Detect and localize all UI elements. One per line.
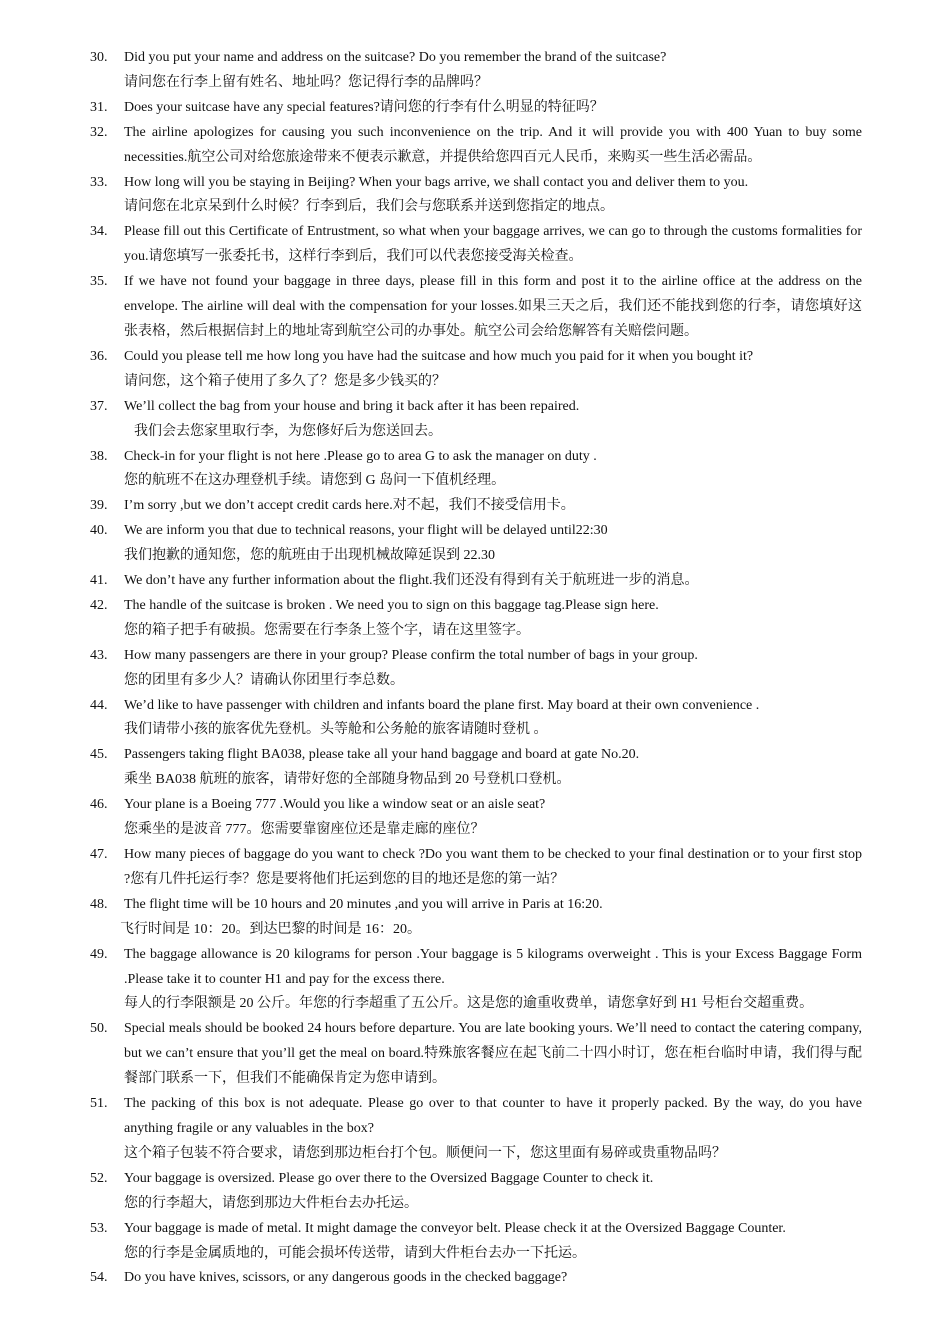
item-number: 33.: [90, 174, 108, 190]
item-number: 44.: [90, 697, 108, 713]
list-item: [90, 46, 862, 96]
item-text: Passengers taking flight BA038, please take all your hand baggage and board at gate No.20.: [124, 747, 640, 763]
item-translation: 我们请带小孩的旅客优先登机。头等舱和公务舱的旅客请随时登机 。: [124, 722, 548, 738]
item-text: The baggage allowance is 20 kilograms for person .Your baggage is 5 kilograms overweight . This is your Excess Baggage Form .Please take it to counter H1 and pay for the excess there.: [124, 946, 862, 987]
list-item: [90, 171, 862, 221]
item-translation: 您乘坐的是波音 777。您需要靠窗座位还是靠走廊的座位？: [124, 822, 485, 838]
item-number: 35.: [90, 274, 108, 290]
item-text: Your baggage is oversized. Please go over there to the Oversized Baggage Counter to check it.: [124, 1170, 654, 1186]
list-item: [90, 270, 862, 345]
item-number: 42.: [90, 597, 108, 613]
item-number: 53.: [90, 1220, 108, 1236]
item-text: The flight time will be 10 hours and 20 minutes ,and you will arrive in Paris at 16:20.: [124, 896, 603, 912]
item-translation: 每人的行李限额是 20 公斤。年您的行李超重了五公斤。这是您的逾重收费单，请您拿好到 H1 号柜台交超重费。: [124, 996, 814, 1012]
list-item: [90, 1017, 862, 1092]
item-text: We don’t have any further information about the flight.我们还没有得到有关于航班进一步的消息。: [124, 573, 699, 589]
list-item: [90, 121, 862, 171]
item-text: Does your suitcase have any special features?请问您的行李有什么明显的特征吗？: [124, 99, 604, 115]
list-item: [90, 96, 862, 121]
list-item: [90, 793, 862, 843]
list-item: [90, 893, 862, 943]
item-text: We are inform you that due to technical reasons, your flight will be delayed until22:30: [124, 523, 608, 539]
list-item: [90, 1167, 862, 1217]
item-number: 52.: [90, 1170, 108, 1186]
list-item: [90, 494, 862, 519]
list-item: [90, 395, 862, 445]
item-number: 47.: [90, 847, 108, 862]
item-number: 32.: [90, 124, 108, 140]
item-text: Do you have knives, scissors, or any dangerous goods in the checked baggage?: [124, 1270, 568, 1286]
item-number: 46.: [90, 797, 108, 813]
item-text: The packing of this box is not adequate. Please go over to that counter to have it properly packed. By the way, do you have anything fragile or any valuables in the box?: [124, 1096, 862, 1136]
phrase-list: [90, 46, 862, 1291]
list-item: [90, 694, 862, 744]
list-item: [90, 594, 862, 644]
item-text: Your baggage is made of metal. It might damage the conveyor belt. Please check it at the Oversized Baggage Counter.: [124, 1220, 786, 1236]
item-number: 50.: [90, 1021, 108, 1037]
item-text: We’d like to have passenger with children and infants board the plane first. May board at their own convenience .: [124, 697, 760, 713]
item-text: Please fill out this Certificate of Entrustment, so what when your baggage arrives, we can go to through the customs formalities for you.请您填写一张委托书，这样行李到后，我们可以代表您接受海关检查。: [124, 224, 862, 265]
list-item: [90, 569, 862, 594]
list-item: [90, 345, 862, 395]
item-text: The handle of the suitcase is broken . We need you to sign on this baggage tag.Please sign here.: [124, 597, 659, 613]
list-item: [90, 644, 862, 694]
item-translation: 请问您，这个箱子使用了多久了？您是多少钱买的？: [124, 373, 446, 389]
item-text: The airline apologizes for causing you such inconvenience on the trip. And it will provide you with 400 Yuan to buy some necessities.航空公司对给您旅途带来不便表示歉意，并提供给您四百元人民币，来购买一些生活必需品。: [124, 124, 862, 165]
item-number: 39.: [90, 498, 108, 514]
item-number: 36.: [90, 348, 108, 364]
item-text: How many pieces of baggage do you want to check ?Do you want them to be checked to your final destination or to your first stop ?您有几件托运行李？您是要将他们托运到您的目的地还是您的第一站？: [124, 847, 862, 887]
list-item: [90, 943, 862, 1018]
item-number: 41.: [90, 573, 108, 589]
item-translation: 您的航班不在这办理登机手续。请您到 G 岛问一下值机经理。: [124, 473, 506, 489]
list-item: [90, 743, 862, 793]
item-number: 37.: [90, 398, 108, 414]
item-translation: 我们抱歉的通知您，您的航班由于出现机械故障延误到 22.30: [124, 548, 495, 564]
item-text: How many passengers are there in your group? Please confirm the total number of bags in your group.: [124, 647, 698, 663]
item-translation: 您的行李超大，请您到那边大件柜台去办托运。: [124, 1195, 418, 1211]
item-translation: 飞行时间是 10：20。到达巴黎的时间是 16：20。: [120, 921, 421, 937]
item-text: If we have not found your baggage in three days, please fill in this form and post it to the airline office at the address on the envelope. The airline will deal with the compensation for your losses.如果三天之后，我们还不能找到您的行李，请您填好这张表格，然后根据信封上的地址寄到航空公司的办事处。航空公司会给您解答有关赔偿问题。: [124, 274, 862, 339]
item-number: 31.: [90, 99, 108, 115]
item-text: How long will you be staying in Beijing? When your bags arrive, we shall contact you and deliver them to you.: [124, 174, 749, 190]
item-text: We’ll collect the bag from your house and bring it back after it has been repaired.: [124, 398, 580, 414]
item-translation: 请问您在北京呆到什么时候？行李到后，我们会与您联系并送到您指定的地点。: [124, 199, 614, 215]
item-text: Did you put your name and address on the suitcase? Do you remember the brand of the suitcase?: [124, 50, 667, 65]
list-item: [90, 445, 862, 495]
item-number: 30.: [90, 50, 108, 65]
item-translation: 您的行李是金属质地的，可能会损坏传送带，请到大件柜台去办一下托运。: [124, 1245, 586, 1261]
item-text: I’m sorry ,but we don’t accept credit cards here.对不起，我们不接受信用卡。: [124, 498, 575, 514]
item-text: Special meals should be booked 24 hours before departure. You are late booking yours. We’ll need to contact the catering company, but we can’t ensure that you’ll get the meal on board.特殊旅客餐应在起飞前二十四小时订，您在柜台临时申请，我们得与配餐部门联系一下，但我们不能确保肯定为您申请到。: [124, 1021, 862, 1087]
list-item: [90, 1217, 862, 1267]
item-number: 48.: [90, 896, 108, 912]
item-number: 34.: [90, 224, 108, 240]
item-text: Check-in for your flight is not here .Please go to area G to ask the manager on duty .: [124, 448, 597, 464]
list-item: [90, 1266, 862, 1291]
item-number: 43.: [90, 647, 108, 663]
item-translation: 乘坐 BA038 航班的旅客，请带好您的全部随身物品到 20 号登机口登机。: [124, 772, 571, 788]
item-translation: 这个箱子包装不符合要求，请您到那边柜台打个包。顺便问一下，您这里面有易碎或贵重物品吗？: [124, 1145, 726, 1161]
item-number: 38.: [90, 448, 108, 464]
item-text: Your plane is a Boeing 777 .Would you like a window seat or an aisle seat?: [124, 797, 546, 813]
item-translation: 您的团里有多少人？请确认你团里行李总数。: [124, 672, 404, 688]
item-translation: 我们会去您家里取行李，为您修好后为您送回去。: [134, 423, 442, 439]
item-number: 54.: [90, 1270, 108, 1286]
item-text: Could you please tell me how long you have had the suitcase and how much you paid for it when you bought it?: [124, 348, 754, 364]
list-item: [90, 519, 862, 569]
list-item: [90, 220, 862, 270]
list-item: [90, 1092, 862, 1167]
item-number: 45.: [90, 747, 108, 763]
item-number: 51.: [90, 1096, 108, 1112]
item-translation: 请问您在行李上留有姓名、地址吗？您记得行李的品牌吗？: [124, 74, 488, 90]
list-item: [90, 843, 862, 893]
item-translation: 您的箱子把手有破损。您需要在行李条上签个字，请在这里签字。: [124, 622, 530, 638]
item-number: 40.: [90, 523, 108, 539]
item-number: 49.: [90, 946, 108, 962]
